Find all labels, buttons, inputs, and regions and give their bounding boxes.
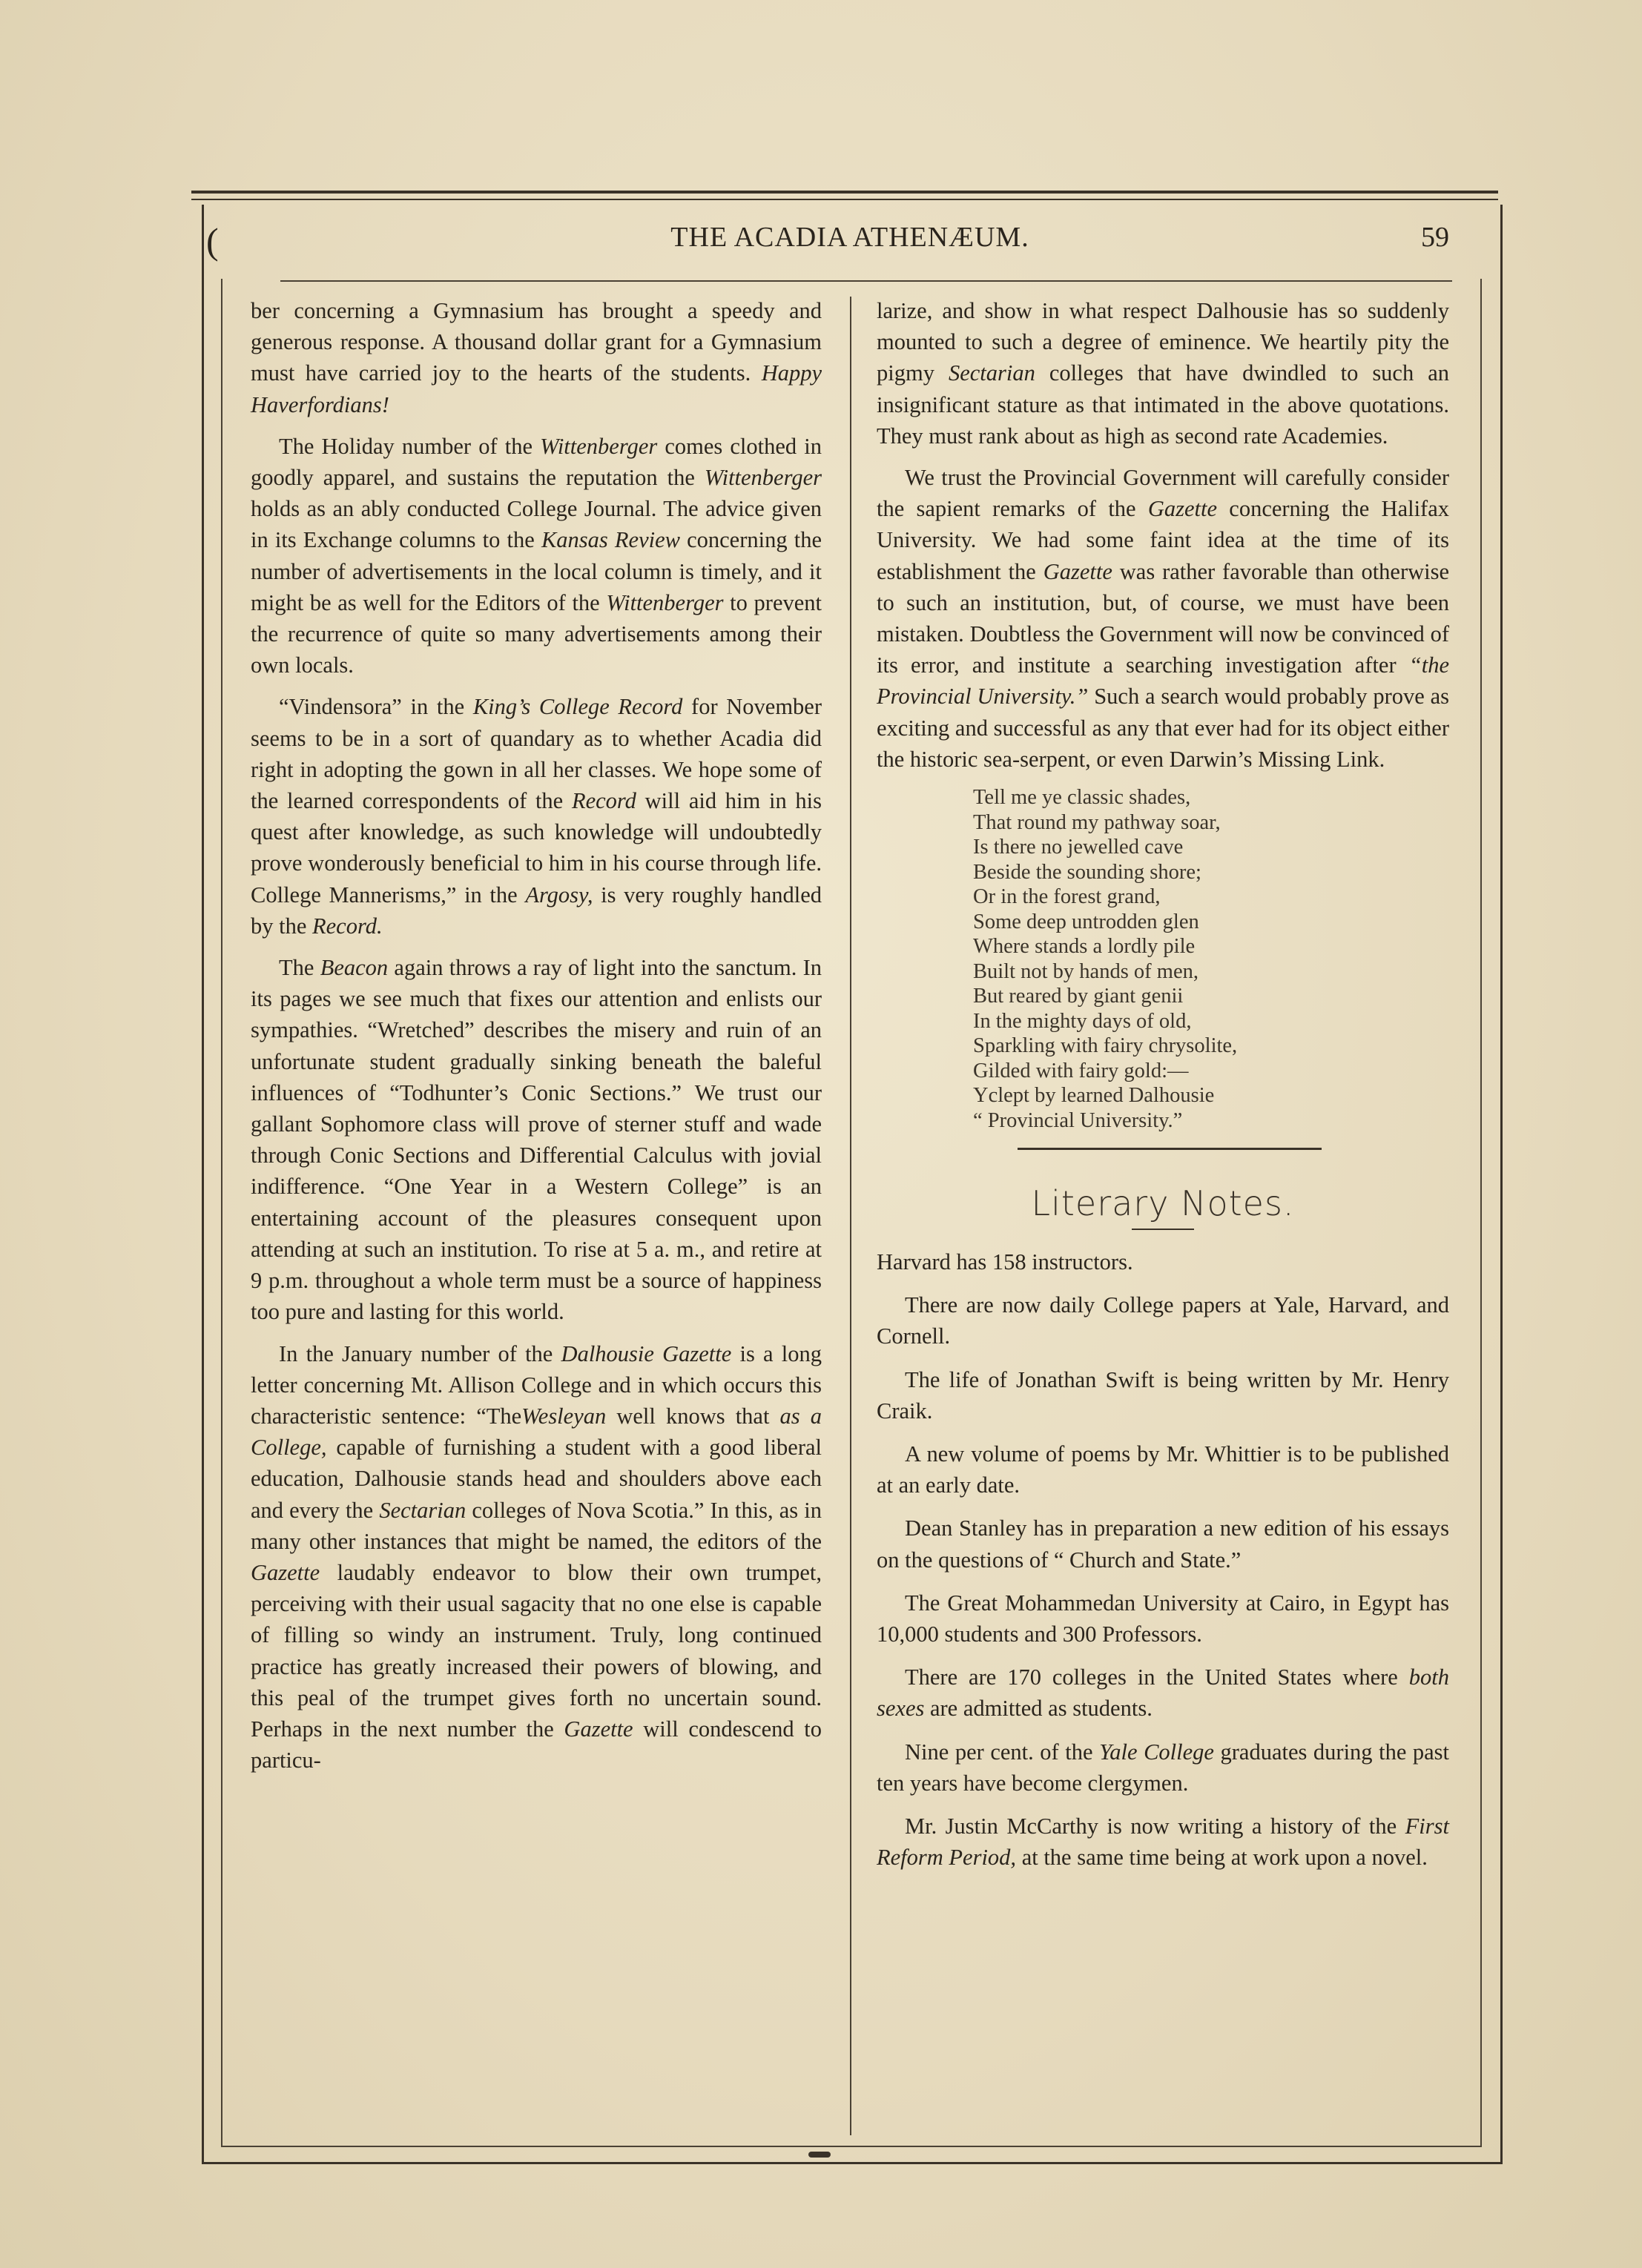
- paragraph: ber concerning a Gymnasium has brought a speedy and generous response. A thousand dollar grant for a Gymnasium must have carried joy to the hearts of the students. Happy Haverfordians!: [251, 298, 822, 417]
- note-item: Dean Stanley has in preparation a new edition of his essays on the questions of “ Church and State.”: [877, 1515, 1449, 1573]
- note-item: There are 170 colleges in the United States where both sexes are admitted as students.: [877, 1664, 1449, 1722]
- poem-line: Is there no jewelled cave: [973, 836, 1184, 859]
- paragraph: The Holiday number of the Wittenberger comes clothed in goodly apparel, and sustains the reputation the Wittenberger holds as an ably conducted College Journal. The advice given in its Exchange columns to the Kansas Review concerning the number of advertisements in the local column is timely, and it might be as well for the Editors of the Wittenberger to prevent the recurrence of quite so many advertisements among their own locals.: [251, 433, 822, 678]
- journal-title: THE ACADIA ATHENÆUM.: [670, 222, 1029, 253]
- column-divider: [850, 297, 851, 2135]
- top-rule: [191, 191, 1498, 194]
- poem-line: Yclept by learned Dalhousie: [973, 1084, 1215, 1108]
- section-heading: Literary Notes.: [1031, 1183, 1295, 1224]
- poem: [973, 785, 1449, 1133]
- paragraph: In the January number of the Dalhousie Gazette is a long letter concerning Mt. Allison College and in which occurs this characteristic sentence: “TheWesleyan well knows that as a College, capable of furnishing a student with a good liberal education, Dalhousie stands head and shoulders above each and every the Sectarian colleges of Nova Scotia.” In this, as in many other instances that might be named, the editors of the Gazette laudably endeavor to blow their own trumpet, perceiving with their usual sagacity that no one else is capable of filling so windy an instrument. Truly, long continued practice has greatly increased their powers of blowing, and this peal of the trumpet gives forth no uncertain sound. Perhaps in the next number the Gazette will condescend to particu-: [251, 1340, 822, 1773]
- note-item: A new volume of poems by Mr. Whittier is to be published at an early date.: [877, 1441, 1449, 1498]
- note-item: Mr. Justin McCarthy is now writing a history of the First Reform Period, at the same time being at work upon a novel.: [877, 1814, 1449, 1871]
- poem-line: Gilded with fairy gold:—: [973, 1059, 1189, 1082]
- running-header: [221, 215, 1479, 267]
- note-item: The Great Mohammedan University at Cairo, in Egypt has 10,000 students and 300 Professors.: [877, 1590, 1449, 1647]
- note-item: The life of Jonathan Swift is being written by Mr. Henry Craik.: [877, 1366, 1449, 1424]
- poem-line: Beside the sounding shore;: [973, 860, 1201, 884]
- paragraph: “Vindensora” in the King’s College Record for November seems to be in a sort of quandary as to whether Acadia did right in adopting the gown in all her classes. We hope some of the learned correspondents of the Record will aid him in his quest after knowledge, as such knowledge will undoubtedly prove wonderously beneficial to him in his course through life. College Mannerisms,” in the Argosy, is very roughly handled by the Record.: [251, 694, 822, 939]
- paragraph: larize, and show in what respect Dalhousie has so suddenly mounted to such a degree of eminence. We heartily pity the pigmy Sectarian colleges that have dwindled to such an insignificant stature as that intimated in the above quotations. They must rank about as high as second rate Academies.: [877, 298, 1450, 449]
- literary-notes: [877, 1246, 1449, 1873]
- bracket-mark: (: [206, 220, 219, 262]
- poem-line: Or in the forest grand,: [973, 885, 1161, 909]
- poem-line: That round my pathway soar,: [973, 810, 1221, 834]
- right-column: [877, 295, 1449, 1885]
- section-divider: [1018, 1148, 1322, 1150]
- poem-line: Built not by hands of men,: [973, 959, 1198, 983]
- note-item: Nine per cent. of the Yale College graduates during the past ten years have become clergymen.: [877, 1739, 1450, 1796]
- poem-line: But reared by giant genii: [973, 985, 1184, 1008]
- top-rule-thin: [191, 199, 1498, 200]
- poem-line: Tell me ye classic shades,: [973, 786, 1191, 810]
- poem-line: Some deep untrodden glen: [973, 910, 1199, 933]
- heading-rule: [1132, 1229, 1194, 1230]
- left-column: [251, 295, 822, 1786]
- paragraph: The Beacon again throws a ray of light into the sanctum. In its pages we see much that fixes our attention and enlists our sympathies. “Wretched” describes the misery and ruin of an unfortunate student gradually sinking beneath the baleful influences of “Todhunter’s Conic Sections.” We trust our gallant Sophomore class will prove of sterner stuff and wade through Conic Sections and Differential Calculus with jovial indifference. “One Year in a Western College” is an entertaining account of the pleasures consequent upon attending at such an institution. To rise at 5 a. m., and retire at 9 p.m. throughout a whole term must be a source of happiness too pure and lasting for this world.: [251, 955, 822, 1325]
- paragraph: We trust the Provincial Government will carefully consider the sapient remarks of the Gazette concerning the Halifax University. We had some faint idea at the time of its establishment the Gazette was rather favorable than otherwise to such an institution, but, of course, we must have been mistaken. Doubtless the Government will now be convinced of its error, and institute a searching investigation after “the Provincial University.” Such a search would probably prove as exciting and successful as any that ever had for its object either the historic sea-serpent, or even Darwin’s Missing Link.: [877, 465, 1450, 772]
- poem-line: Sparkling with fairy chrysolite,: [973, 1034, 1238, 1058]
- poem-line: Where stands a lordly pile: [973, 935, 1196, 959]
- page-number: 59: [1421, 222, 1449, 253]
- note-item: There are now daily College papers at Yale, Harvard, and Cornell.: [877, 1292, 1449, 1349]
- printer-mark: [808, 2152, 831, 2158]
- poem-line: “ Provincial University.”: [973, 1108, 1183, 1132]
- note-item: Harvard has 158 instructors.: [877, 1249, 1133, 1275]
- poem-line: In the mighty days of old,: [973, 1009, 1192, 1033]
- header-rule: [280, 280, 1452, 282]
